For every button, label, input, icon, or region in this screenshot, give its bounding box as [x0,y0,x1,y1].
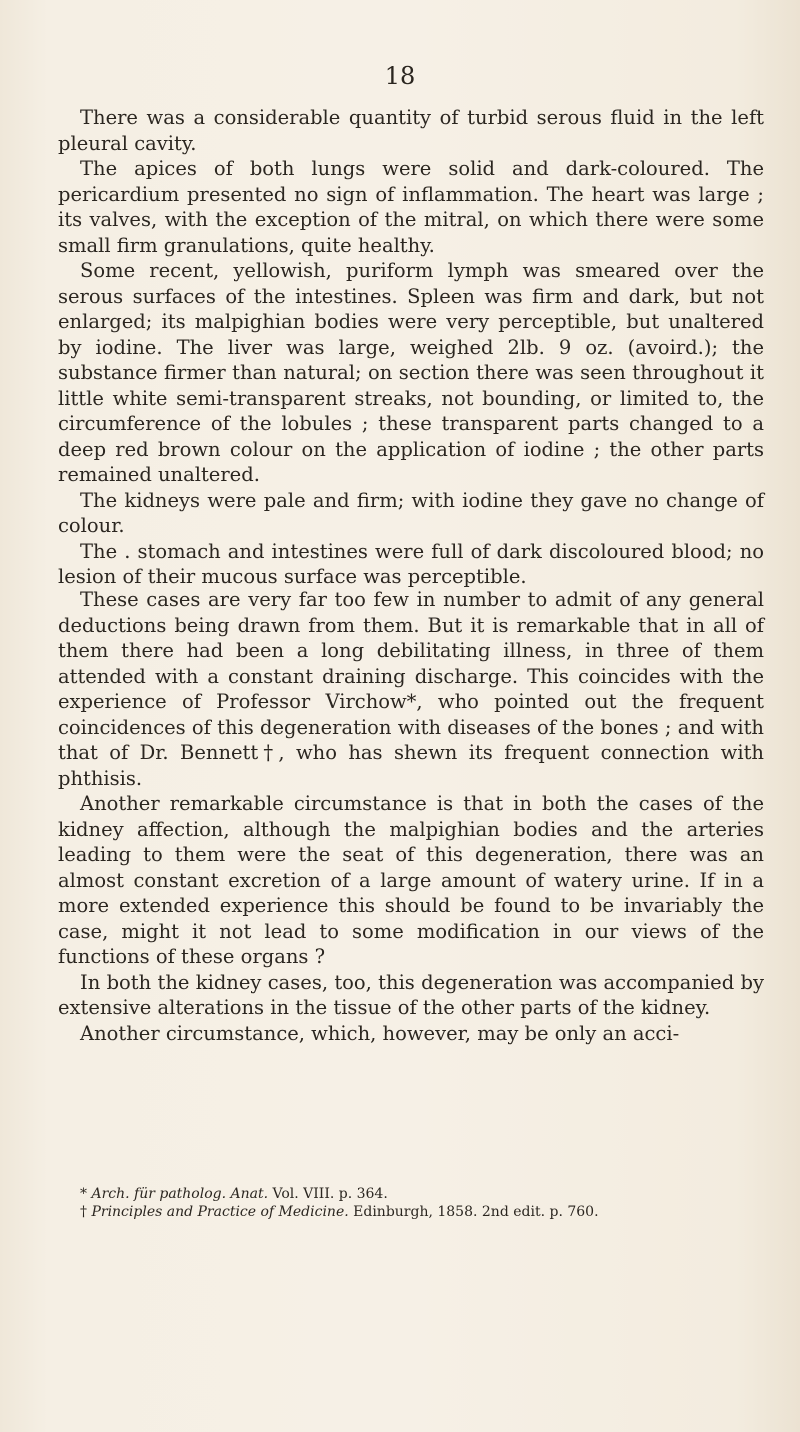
footnote-journal-reference: Vol. VIII. p. 364. [272,1186,388,1202]
footnote-mark-asterisk: * [80,1186,87,1202]
footnote-virchow [58,1185,768,1203]
paragraph-general-deductions: These cases are very far too few in number to admit of any general deductions being drawn from them. But it is remarkable that in all of them there had been a long debilitating illness, in three of them attended with a constant draining discharge. This coincides with the experience of Professor Virchow*, who pointed out the frequent coincidences of this degeneration with diseases of the bones ; and with that of Dr. Bennett†, who has shewn its frequent connection with phthisis. [58,588,764,790]
discussion-section [58,587,764,1046]
page-number: 18 [384,62,416,90]
paragraph-lungs-heart: The apices of both lungs were solid and dark-coloured. The pericardium presented no sign of inflammation. The heart was large ; its valves, with the exception of the mitral, on which there were some small firm granulations, quite healthy. [58,157,764,257]
footnote-bennett [58,1203,768,1221]
paragraph-tissue-alterations: In both the kidney cases, too, this degeneration was accompanied by extensive alterations in the tissue of the other parts of the kidney. [58,970,764,1019]
footnote-book-title: Principles and Practice of Medicine. [91,1204,349,1220]
paragraph-another-circumstance: Another circumstance, which, however, may be only an acci- [80,1021,680,1045]
footnote-mark-dagger: † [80,1204,87,1220]
paragraph-kidneys: The kidneys were pale and firm; with iodine they gave no change of colour. [58,488,764,537]
footnote-journal-title: Arch. für patholog. Anat. [91,1186,269,1202]
footnote-book-reference: Edinburgh, 1858. 2nd edit. p. 760. [353,1204,599,1220]
footnotes [58,1185,768,1221]
paragraph-stomach-intestines: The . stomach and intestines were full of dark discoloured blood; no lesion of their mucous surface was perceptible. [58,539,764,588]
autopsy-findings-section [58,105,764,590]
paragraph-pleural-cavity: There was a considerable quantity of turbid serous fluid in the left pleural cavity. [58,106,764,155]
paragraph-kidney-affection: Another remarkable circumstance is that in both the cases of the kidney affection, although the malpighian bodies and the arteries leading to them were the seat of this degeneration, there was an almost constant excretion of a large amount of watery urine. If in a more extended experience this should be found to be invariably the case, might it not lead to some modification in our views of the functions of these organs ? [58,792,764,968]
paragraph-spleen-liver: Some recent, yellowish, puriform lymph was smeared over the serous surfaces of the intestines. Spleen was firm and dark, but not enlarged; its malpighian bodies were very perceptible, but unaltered by iodine. The liver was large, weighed 2lb. 9 oz. (avoird.); the substance firmer than natural; on section there was seen throughout it little white semi-transparent streaks, not bounding, or limited to, the circumference of the lobules ; these transparent parts changed to a deep red brown colour on the application of iodine ; the other parts remained unaltered. [58,259,764,486]
